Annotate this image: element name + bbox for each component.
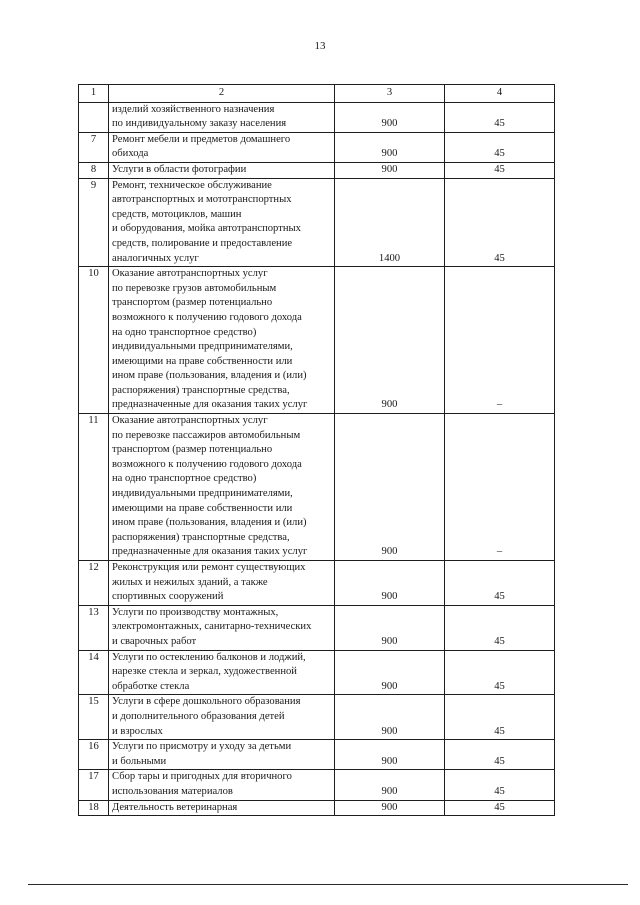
description-line: на одно транспортное средство) bbox=[112, 473, 257, 485]
col4-value: 45 bbox=[445, 740, 555, 770]
bottom-rule bbox=[28, 884, 628, 885]
description-line: Сбор тары и пригодных для вторичного bbox=[112, 771, 292, 783]
table-row bbox=[79, 102, 555, 132]
description-line: Услуги в сфере дошкольного образования bbox=[112, 696, 301, 708]
description-line: Услуги в области фотографии bbox=[112, 163, 247, 175]
description-line: автотранспортных и мототранспортных bbox=[112, 194, 292, 206]
description-line: имеющими на праве собственности или bbox=[112, 502, 293, 514]
col3-value: 900 bbox=[335, 132, 445, 162]
col3-value: 900 bbox=[335, 650, 445, 695]
description-line: жилых и нежилых зданий, а также bbox=[112, 576, 268, 588]
col3-value: 900 bbox=[335, 267, 445, 414]
activity-description bbox=[109, 162, 335, 178]
description-line: имеющими на праве собственности или bbox=[112, 355, 293, 367]
row-number: 7 bbox=[79, 132, 109, 162]
activity-description bbox=[109, 414, 335, 561]
table-header-row bbox=[79, 85, 555, 103]
description-line: транспортом (размер потенциально bbox=[112, 444, 273, 456]
description-line: Услуги по присмотру и уходу за детьми bbox=[112, 741, 292, 753]
description-line: индивидуальными предпринимателями, bbox=[112, 488, 293, 500]
description-line: использования материалов bbox=[112, 785, 233, 797]
table-row bbox=[79, 800, 555, 816]
col4-value: 45 bbox=[445, 162, 555, 178]
description-line: и оборудования, мойка автотранспортных bbox=[112, 223, 301, 235]
table-row bbox=[79, 561, 555, 606]
activity-description bbox=[109, 605, 335, 650]
table-row bbox=[79, 695, 555, 740]
header-col-3: 3 bbox=[335, 85, 445, 103]
activity-description bbox=[109, 178, 335, 267]
col4-value: – bbox=[445, 267, 555, 414]
table-row bbox=[79, 162, 555, 178]
page-number: 13 bbox=[314, 40, 326, 52]
description-line: возможного к получению годового дохода bbox=[112, 458, 302, 470]
col4-value: – bbox=[445, 414, 555, 561]
col3-value: 900 bbox=[335, 605, 445, 650]
description-line: Реконструкция или ремонт существующих bbox=[112, 562, 306, 573]
description-line: по перевозке грузов автомобильным bbox=[112, 282, 277, 294]
description-line: ином праве (пользования, владения и (или) bbox=[112, 517, 307, 529]
activity-description bbox=[109, 740, 335, 770]
col3-value: 900 bbox=[335, 770, 445, 800]
description-line: распоряжения) транспортные средства, bbox=[112, 384, 290, 396]
col3-value: 900 bbox=[335, 561, 445, 606]
row-number: 14 bbox=[79, 650, 109, 695]
col4-value: 45 bbox=[445, 770, 555, 800]
row-number: 13 bbox=[79, 605, 109, 650]
row-number: 17 bbox=[79, 770, 109, 800]
header-col-1: 1 bbox=[79, 85, 109, 103]
activity-description bbox=[109, 695, 335, 740]
table-row bbox=[79, 267, 555, 414]
description-line: спортивных сооружений bbox=[112, 591, 224, 603]
description-line: Оказание автотранспортных услуг bbox=[112, 268, 268, 280]
description-line: Оказание автотранспортных услуг bbox=[112, 415, 268, 427]
description-line: предназначенные для оказания таких услуг bbox=[112, 546, 308, 558]
col4-value: 45 bbox=[445, 650, 555, 695]
col4-value: 45 bbox=[445, 178, 555, 267]
row-number: 8 bbox=[79, 162, 109, 178]
description-line: индивидуальными предпринимателями, bbox=[112, 341, 293, 353]
description-line: распоряжения) транспортные средства, bbox=[112, 531, 290, 543]
col3-value: 1400 bbox=[335, 178, 445, 267]
description-line: и взрослых bbox=[112, 725, 163, 737]
description-line: возможного к получению годового дохода bbox=[112, 311, 302, 323]
row-number: 12 bbox=[79, 561, 109, 606]
col3-value: 900 bbox=[335, 740, 445, 770]
row-number: 16 bbox=[79, 740, 109, 770]
row-number: 9 bbox=[79, 178, 109, 267]
col4-value: 45 bbox=[445, 695, 555, 740]
table-row bbox=[79, 605, 555, 650]
col3-value: 900 bbox=[335, 414, 445, 561]
description-line: и сварочных работ bbox=[112, 635, 197, 647]
description-line: Услуги по остеклению балконов и лоджий, bbox=[112, 651, 306, 663]
row-number: 10 bbox=[79, 267, 109, 414]
table-row bbox=[79, 650, 555, 695]
description-line: по индивидуальному заказу населения bbox=[112, 118, 287, 130]
description-line: обихода bbox=[112, 148, 149, 160]
description-line: ином праве (пользования, владения и (или) bbox=[112, 370, 307, 382]
col4-value: 45 bbox=[445, 561, 555, 606]
col3-value: 900 bbox=[335, 695, 445, 740]
description-line: Ремонт, техническое обслуживание bbox=[112, 179, 272, 191]
activity-description bbox=[109, 800, 335, 816]
description-line: обработке стекла bbox=[112, 680, 190, 692]
col4-value: 45 bbox=[445, 605, 555, 650]
tax-rate-table bbox=[78, 84, 555, 816]
table-row bbox=[79, 740, 555, 770]
description-line: нарезке стекла и зеркал, художественной bbox=[112, 666, 297, 678]
activity-description bbox=[109, 650, 335, 695]
col3-value: 900 bbox=[335, 800, 445, 816]
description-line: и больными bbox=[112, 755, 167, 767]
table-row bbox=[79, 770, 555, 800]
col3-value: 900 bbox=[335, 162, 445, 178]
description-line: предназначенные для оказания таких услуг bbox=[112, 399, 308, 411]
description-line: транспортом (размер потенциально bbox=[112, 297, 273, 309]
description-line: средств, мотоциклов, машин bbox=[112, 208, 242, 220]
row-number bbox=[79, 102, 109, 132]
description-line: на одно транспортное средство) bbox=[112, 326, 257, 338]
description-line: Ремонт мебели и предметов домашнего bbox=[112, 133, 291, 145]
description-line: аналогичных услуг bbox=[112, 252, 199, 264]
activity-description bbox=[109, 132, 335, 162]
activity-description bbox=[109, 770, 335, 800]
table-row bbox=[79, 132, 555, 162]
activity-description bbox=[109, 102, 335, 132]
description-line: и дополнительного образования детей bbox=[112, 710, 285, 722]
description-line: электромонтажных, санитарно-технических bbox=[112, 621, 312, 633]
header-col-2: 2 bbox=[109, 85, 335, 103]
description-line: Деятельность ветеринарная bbox=[112, 801, 238, 813]
row-number: 15 bbox=[79, 695, 109, 740]
col4-value: 45 bbox=[445, 102, 555, 132]
col3-value: 900 bbox=[335, 102, 445, 132]
description-line: по перевозке пассажиров автомобильным bbox=[112, 429, 301, 441]
row-number: 18 bbox=[79, 800, 109, 816]
col4-value: 45 bbox=[445, 132, 555, 162]
description-line: изделий хозяйственного назначения bbox=[112, 103, 275, 115]
description-line: Услуги по производству монтажных, bbox=[112, 606, 279, 618]
header-col-4: 4 bbox=[445, 85, 555, 103]
table-row bbox=[79, 178, 555, 267]
activity-description bbox=[109, 561, 335, 606]
row-number: 11 bbox=[79, 414, 109, 561]
table-row bbox=[79, 414, 555, 561]
description-line: средств, полирование и предоставление bbox=[112, 237, 293, 249]
col4-value: 45 bbox=[445, 800, 555, 816]
activity-description bbox=[109, 267, 335, 414]
